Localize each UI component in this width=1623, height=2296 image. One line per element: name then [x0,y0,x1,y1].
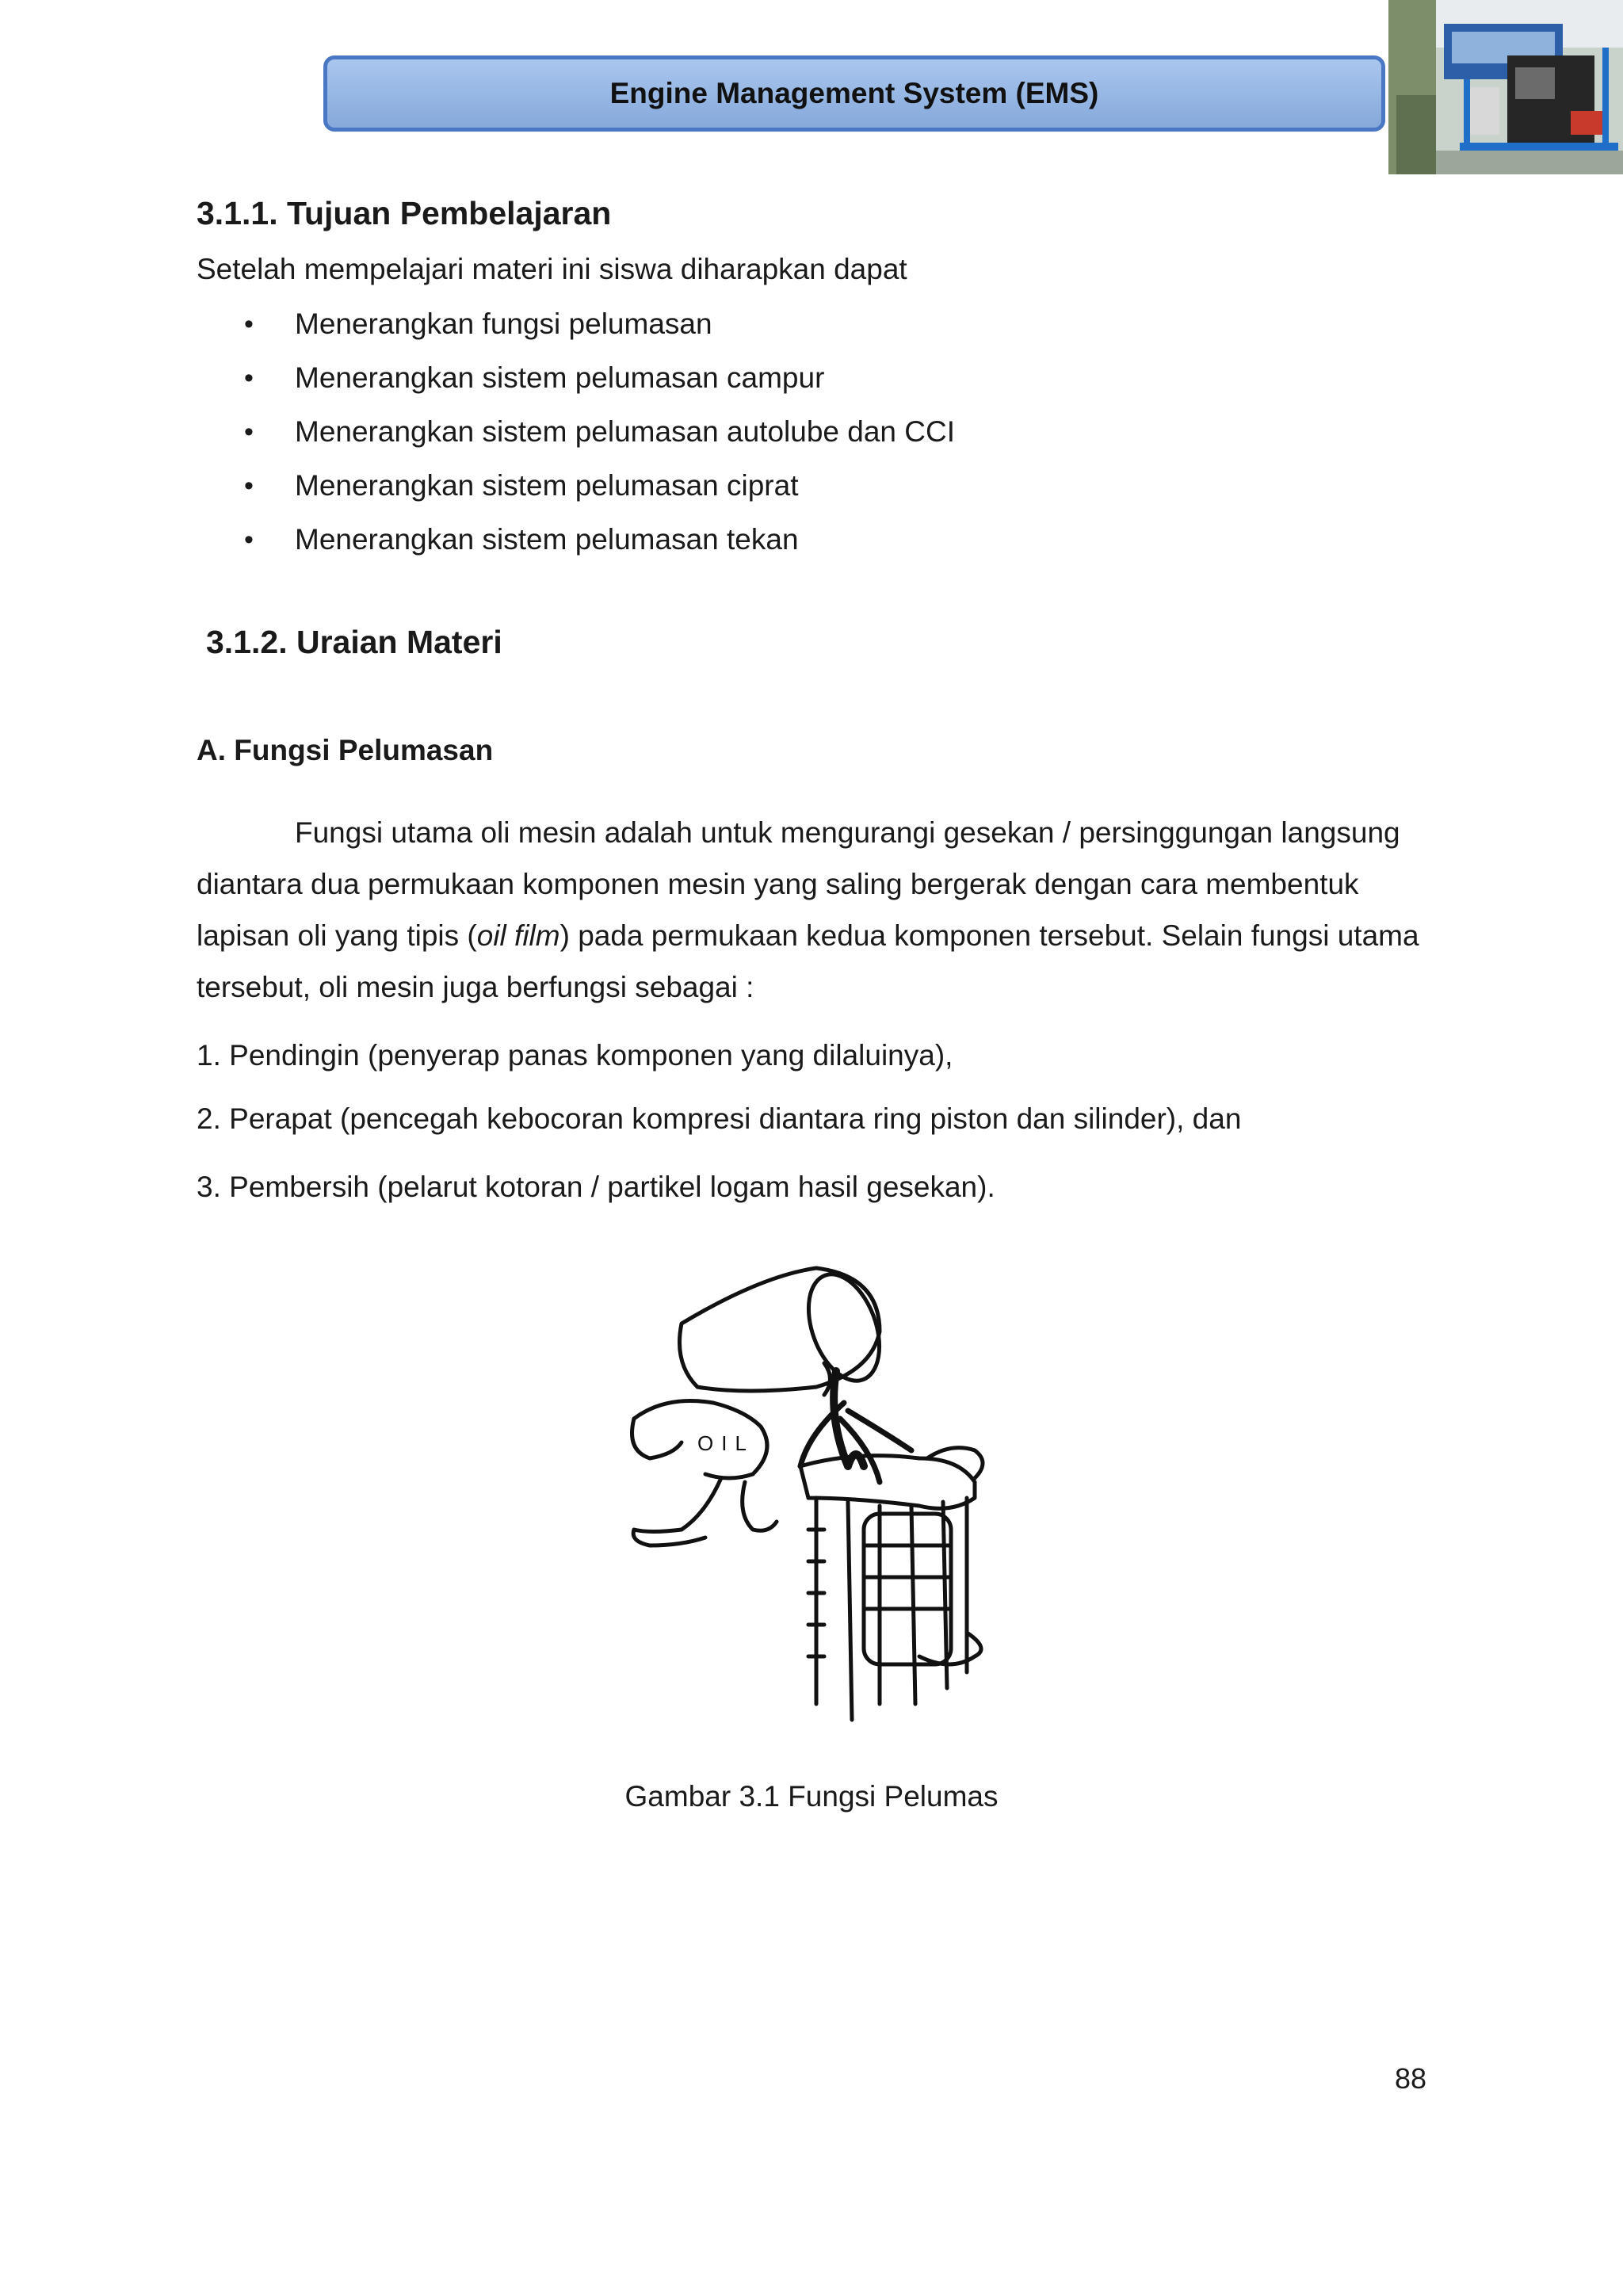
subsection-heading: A. Fungsi Pelumasan [197,734,494,766]
drum-label: OIL [697,1431,754,1455]
engine-trainer-photo [1388,0,1623,174]
list-item: • Menerangkan fungsi pelumasan [244,305,955,359]
header-title: Engine Management System (EMS) [609,77,1099,109]
list-item: 3. Pembersih (pelarut kotoran / partikel logam hasil gesekan). [197,1171,995,1203]
paragraph-text: ) pada permukaan kedua komponen tersebut. Selain fungsi utama tersebut, oli mesin juga berfungsi sebagai : [197,919,1419,1003]
paragraph-italic-term: oil film [476,919,560,952]
header-banner [323,55,1385,132]
section-intro: Setelah mempelajari materi ini siswa diharapkan dapat [197,253,907,285]
objectives-list [244,305,955,575]
list-item: 2. Perapat (pencegah kebocoran kompresi diantara ring piston dan silinder), dan [197,1102,1242,1135]
oil-pouring-illustration [618,1260,1030,1744]
body-paragraph [197,807,1433,1013]
figure-caption: Gambar 3.1 Fungsi Pelumas [624,1780,999,1813]
list-item: • Menerangkan sistem pelumasan ciprat [244,467,955,521]
paragraph-text: Fungsi utama oli mesin adalah untuk mengurangi gesekan / persinggungan langsung diantara dua permukaan komponen mesin yang saling bergerak dengan cara membentuk lapisan oli yang tipis ( [197,816,1400,952]
list-item: • Menerangkan sistem pelumasan tekan [244,521,955,575]
page-number: 88 [1395,2062,1427,2095]
section-heading-tujuan: 3.1.1. Tujuan Pembelajaran [197,195,612,231]
engine-block-icon [800,1448,983,1720]
oil-drum-icon [680,1265,893,1395]
list-item: • Menerangkan sistem pelumasan autolube dan CCI [244,413,955,467]
section-heading-uraian: 3.1.2. Uraian Materi [206,624,502,660]
list-item: • Menerangkan sistem pelumasan campur [244,359,955,413]
list-item: 1. Pendingin (penyerap panas komponen yang dilaluinya), [197,1039,953,1072]
